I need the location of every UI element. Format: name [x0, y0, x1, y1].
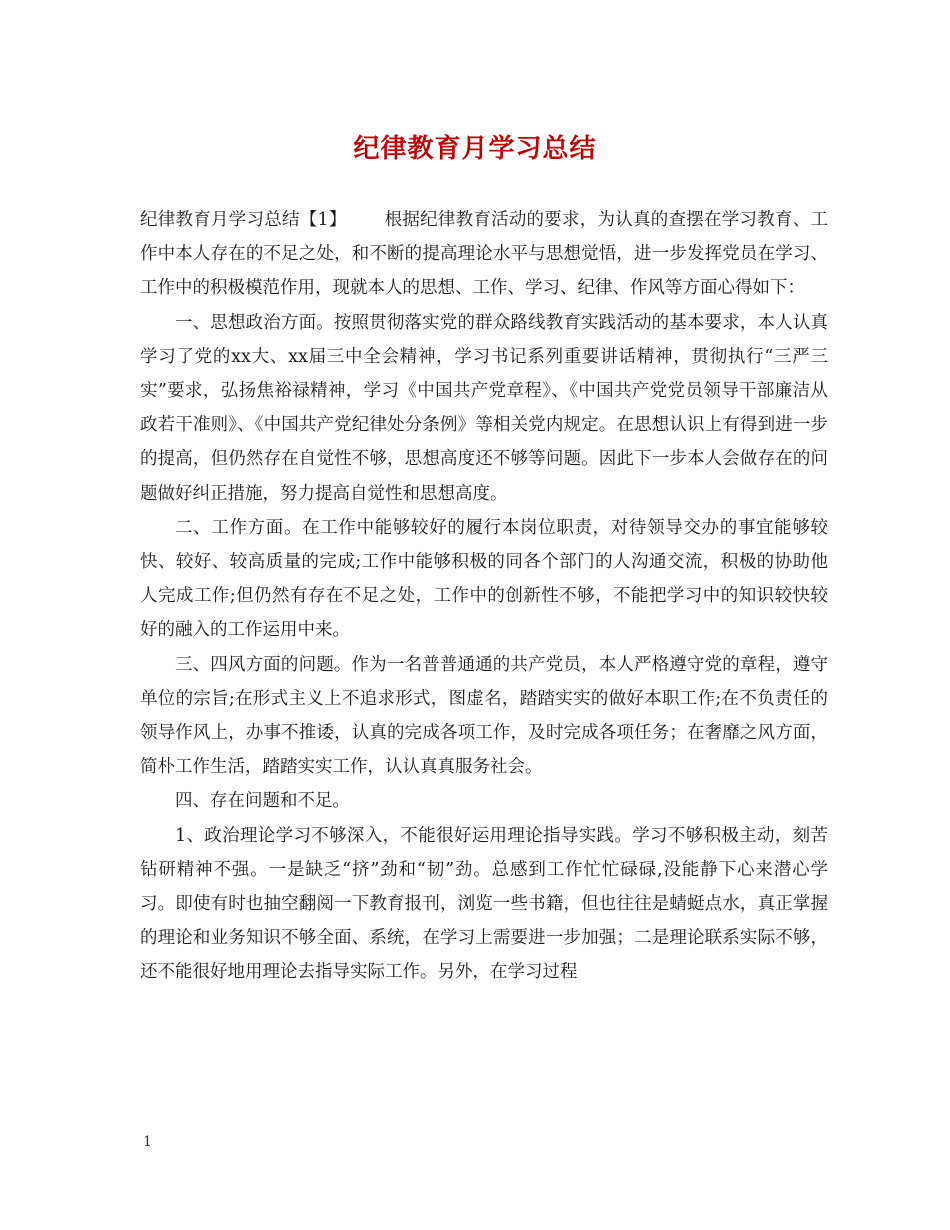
document-title: 纪律教育月学习总结 [353, 134, 597, 164]
document-body [140, 203, 828, 990]
paragraph-political: 一、思想政治方面。按照贯彻落实党的群众路线教育实践活动的基本要求，本人认真学习了党的xx大、xx届三中全会精神，学习书记系列重要讲话精神，贯彻执行“三严三实”要求，弘扬焦裕禄精神，学习《中国共产党章程》、《中国共产党党员领导干部廉洁从政若干准则》、《中国共产党纪律处分条例》等相关党内规定。在思想认识上有得到进一步的提高，但仍然存在自觉性不够，思想高度还不够等问题。因此下一步本人会做存在的问题做好纠正措施，努力提高自觉性和思想高度。 [140, 312, 828, 504]
paragraph-four-winds: 三、四风方面的问题。作为一名普普通通的共产党员，本人严格遵守党的章程，遵守单位的宗旨;在形式主义上不追求形式，图虚名，踏踏实实的做好本职工作;在不负责任的领导作风上，办事不推诿，认真的完成各项工作，及时完成各项任务；在奢靡之风方面，简朴工作生活，踏踏实实工作，认认真真服务社会。 [140, 654, 828, 778]
paragraph-problem-1: 1、政治理论学习不够深入，不能很好运用理论指导实践。学习不够积极主动，刻苦钻研精神不强。一是缺乏“挤”劲和“韧”劲。总感到工作忙忙碌碌,没能静下心来潜心学习。即使有时也抽空翻阅一下教育报刊，浏览一些书籍，但也往往是蜻蜓点水，真正掌握的理论和业务知识不够全面、系统，在学习上需要进一步加强；二是理论联系实际不够，还不能很好地用理论去指导实际工作。另外，在学习过程 [140, 825, 828, 983]
intro-text: 根据纪律教育活动的要求，为认真的查摆在学习教育、工作中本人存在的不足之处，和不断的提高理论水平与思想觉悟，进一步发挥党员在学习、工作中的积极模范作用，现就本人的思想、工作、学习、纪律、作风等方面心得如下： [140, 210, 828, 299]
paragraph-problems-heading: 四、存在问题和不足。 [175, 791, 350, 812]
intro-heading: 纪律教育月学习总结【1】 [140, 210, 347, 230]
paragraph-work: 二、工作方面。在工作中能够较好的履行本岗位职责，对待领导交办的事宜能够较快、较好、较高质量的完成;工作中能够积极的同各个部门的人沟通交流，积极的协助他人完成工作;但仍然有存在不足之处，工作中的创新性不够，不能把学习中的知识较快较好的融入的工作运用中来。 [140, 517, 828, 641]
intro-paragraph [140, 203, 828, 306]
page-number: 1 [143, 1134, 152, 1150]
